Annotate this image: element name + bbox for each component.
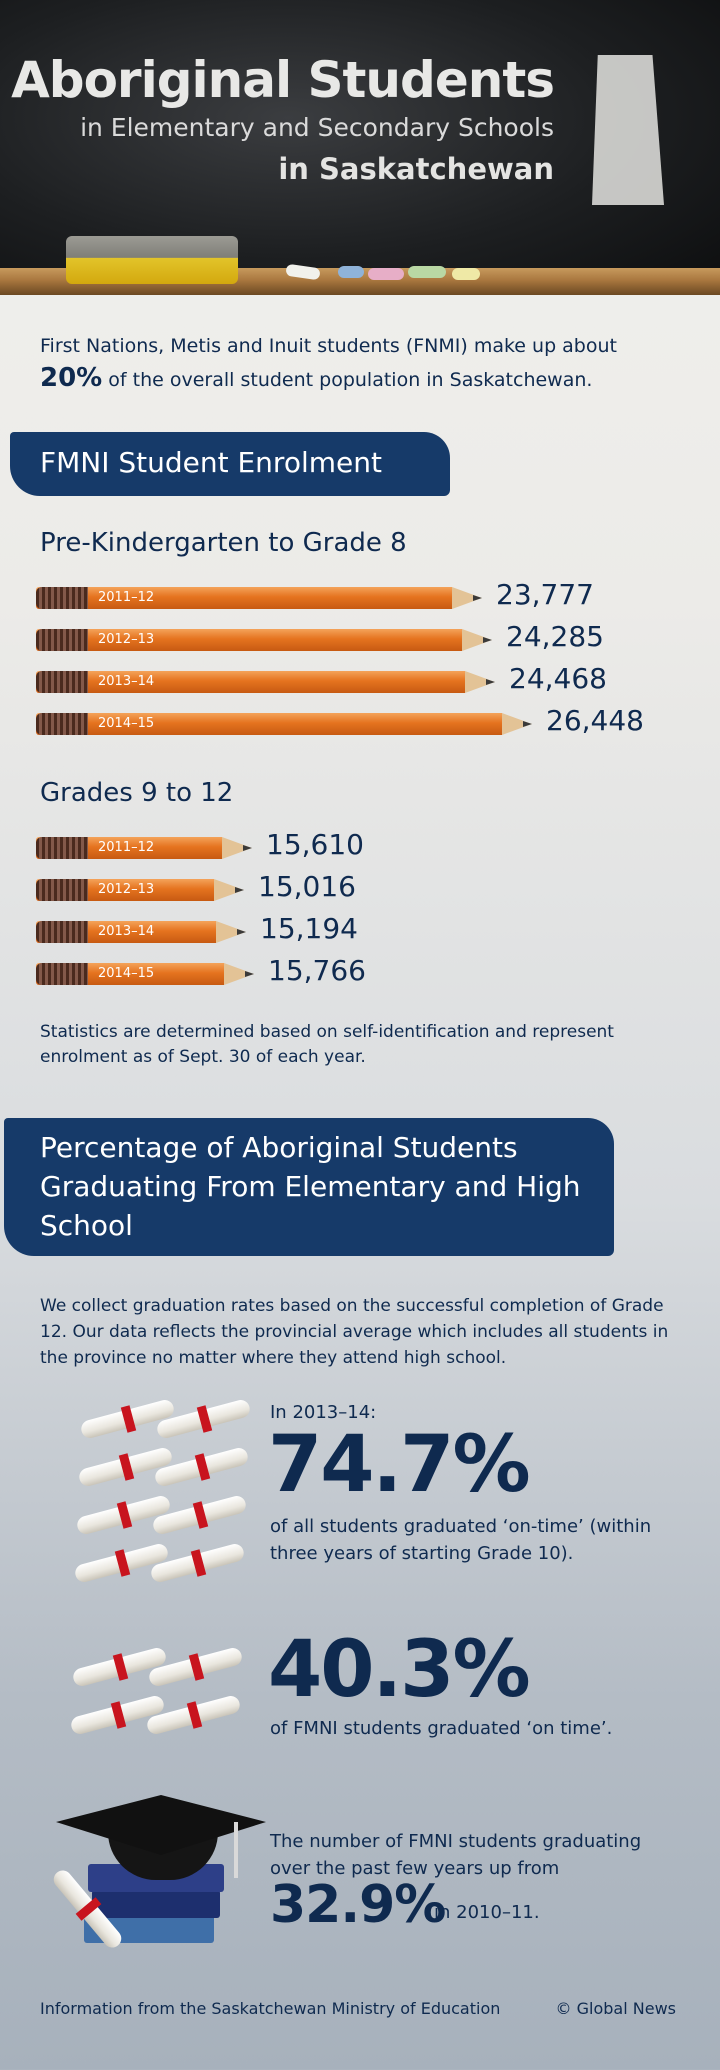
value-label: 15,194: [260, 912, 358, 945]
value-label: 23,777: [496, 578, 594, 611]
copyright-credit: © Global News: [555, 1999, 676, 2018]
pencil-lead: [473, 595, 482, 601]
pencil-bar: [36, 954, 454, 987]
pencil-lead: [235, 887, 244, 893]
value-label: 26,448: [546, 704, 644, 737]
pencil-bar: [36, 704, 720, 737]
stat-1-intro: In 2013–14:: [270, 1402, 377, 1423]
pencil-eraser-end: [36, 587, 88, 609]
graduation-banner-text: Percentage of Aboriginal Students Graduating From Elementary and High School: [40, 1131, 581, 1242]
diploma-icon: [150, 1554, 245, 1572]
diploma-icon: [146, 1706, 241, 1724]
pencil-bar: [36, 620, 692, 653]
source-credit: Information from the Saskatchewan Ministry of Education: [40, 1999, 501, 2018]
value-label: 24,285: [506, 620, 604, 653]
graduation-banner: [4, 1118, 614, 1256]
header-chalkboard: [0, 0, 720, 295]
pencil-lead: [245, 971, 254, 977]
pencil-eraser-end: [36, 921, 88, 943]
category-label: 2013–14: [98, 924, 155, 939]
category-label: 2012–13: [98, 632, 155, 647]
value-label: 15,610: [266, 828, 364, 861]
page-title: [11, 50, 554, 192]
stat-3-value: 32.9%: [270, 1875, 446, 1935]
stat-3-caption: The number of FMNI students graduating over the past few years up from: [270, 1831, 642, 1879]
pencil-lead: [237, 929, 246, 935]
value-label: 15,016: [258, 870, 356, 903]
category-label: 2014–15: [98, 966, 155, 981]
intro-paragraph: [40, 330, 690, 396]
value-label: 15,766: [268, 954, 366, 987]
graduation-description: We collect graduation rates based on the successful completion of Grade 12. Our data reflects the provincial average which includes all students in the province no matter where they attend high school.: [40, 1296, 669, 1368]
pencil-lead: [483, 637, 492, 643]
enrolment-banner-text: FMNI Student Enrolment: [40, 446, 382, 479]
tassel-icon: [234, 1822, 238, 1878]
pencil-lead: [486, 679, 495, 685]
stat-1-value: 74.7%: [268, 1420, 529, 1510]
pencil-eraser-end: [36, 837, 88, 859]
enrolment-banner: [10, 432, 450, 496]
chart-2-title: Grades 9 to 12: [40, 778, 234, 808]
category-label: 2014–15: [98, 716, 155, 731]
chalk-icon: [338, 266, 364, 278]
title-line-2: in Elementary and Secondary Schools: [80, 113, 554, 142]
pencil-bar: [36, 662, 695, 695]
pencil-eraser-end: [36, 629, 88, 651]
eraser-icon: [66, 236, 238, 284]
diploma-icon: [152, 1506, 247, 1524]
diploma-icon: [40, 1900, 135, 1918]
chalk-icon: [452, 268, 480, 280]
pencil-eraser-end: [36, 963, 88, 985]
chalk-icon: [408, 266, 446, 278]
saskatchewan-map-icon: [592, 55, 664, 205]
stat-3-suffix: in 2010–11.: [434, 1902, 540, 1923]
pencil-eraser-end: [36, 671, 88, 693]
title-line-1: Aboriginal Students: [11, 51, 554, 109]
pencil-eraser-end: [36, 879, 88, 901]
category-label: 2012–13: [98, 882, 155, 897]
diploma-icon: [156, 1410, 251, 1428]
intro-text-2: of the overall student population in Saskatchewan.: [108, 369, 593, 391]
intro-text-1: First Nations, Metis and Inuit students (FNMI) make up about: [40, 335, 617, 357]
title-line-3: in Saskatchewan: [278, 152, 554, 186]
stat-2-caption: of FMNI students graduated ‘on time’.: [270, 1718, 613, 1739]
category-label: 2011–12: [98, 590, 155, 605]
stat-2-value: 40.3%: [268, 1625, 529, 1715]
pencil-lead: [243, 845, 252, 851]
diploma-icon: [148, 1658, 243, 1676]
chalk-icon: [368, 268, 404, 280]
diploma-icon: [154, 1458, 249, 1476]
pencil-bar: [36, 828, 452, 861]
pencil-lead: [523, 721, 532, 727]
value-label: 24,468: [509, 662, 607, 695]
pencil-bar: [36, 912, 446, 945]
intro-highlight: 20%: [40, 363, 103, 393]
category-label: 2013–14: [98, 674, 155, 689]
enrolment-note: Statistics are determined based on self-identification and represent enrolment as of Sept. 30 of each year.: [40, 1022, 614, 1067]
pencil-eraser-end: [36, 713, 88, 735]
pencil-bar: [36, 870, 444, 903]
stat-1-caption: of all students graduated ‘on-time’ (within three years of starting Grade 10).: [270, 1516, 652, 1564]
pencil-bar: [36, 578, 682, 611]
category-label: 2011–12: [98, 840, 155, 855]
chart-1-title: Pre-Kindergarten to Grade 8: [40, 528, 407, 558]
